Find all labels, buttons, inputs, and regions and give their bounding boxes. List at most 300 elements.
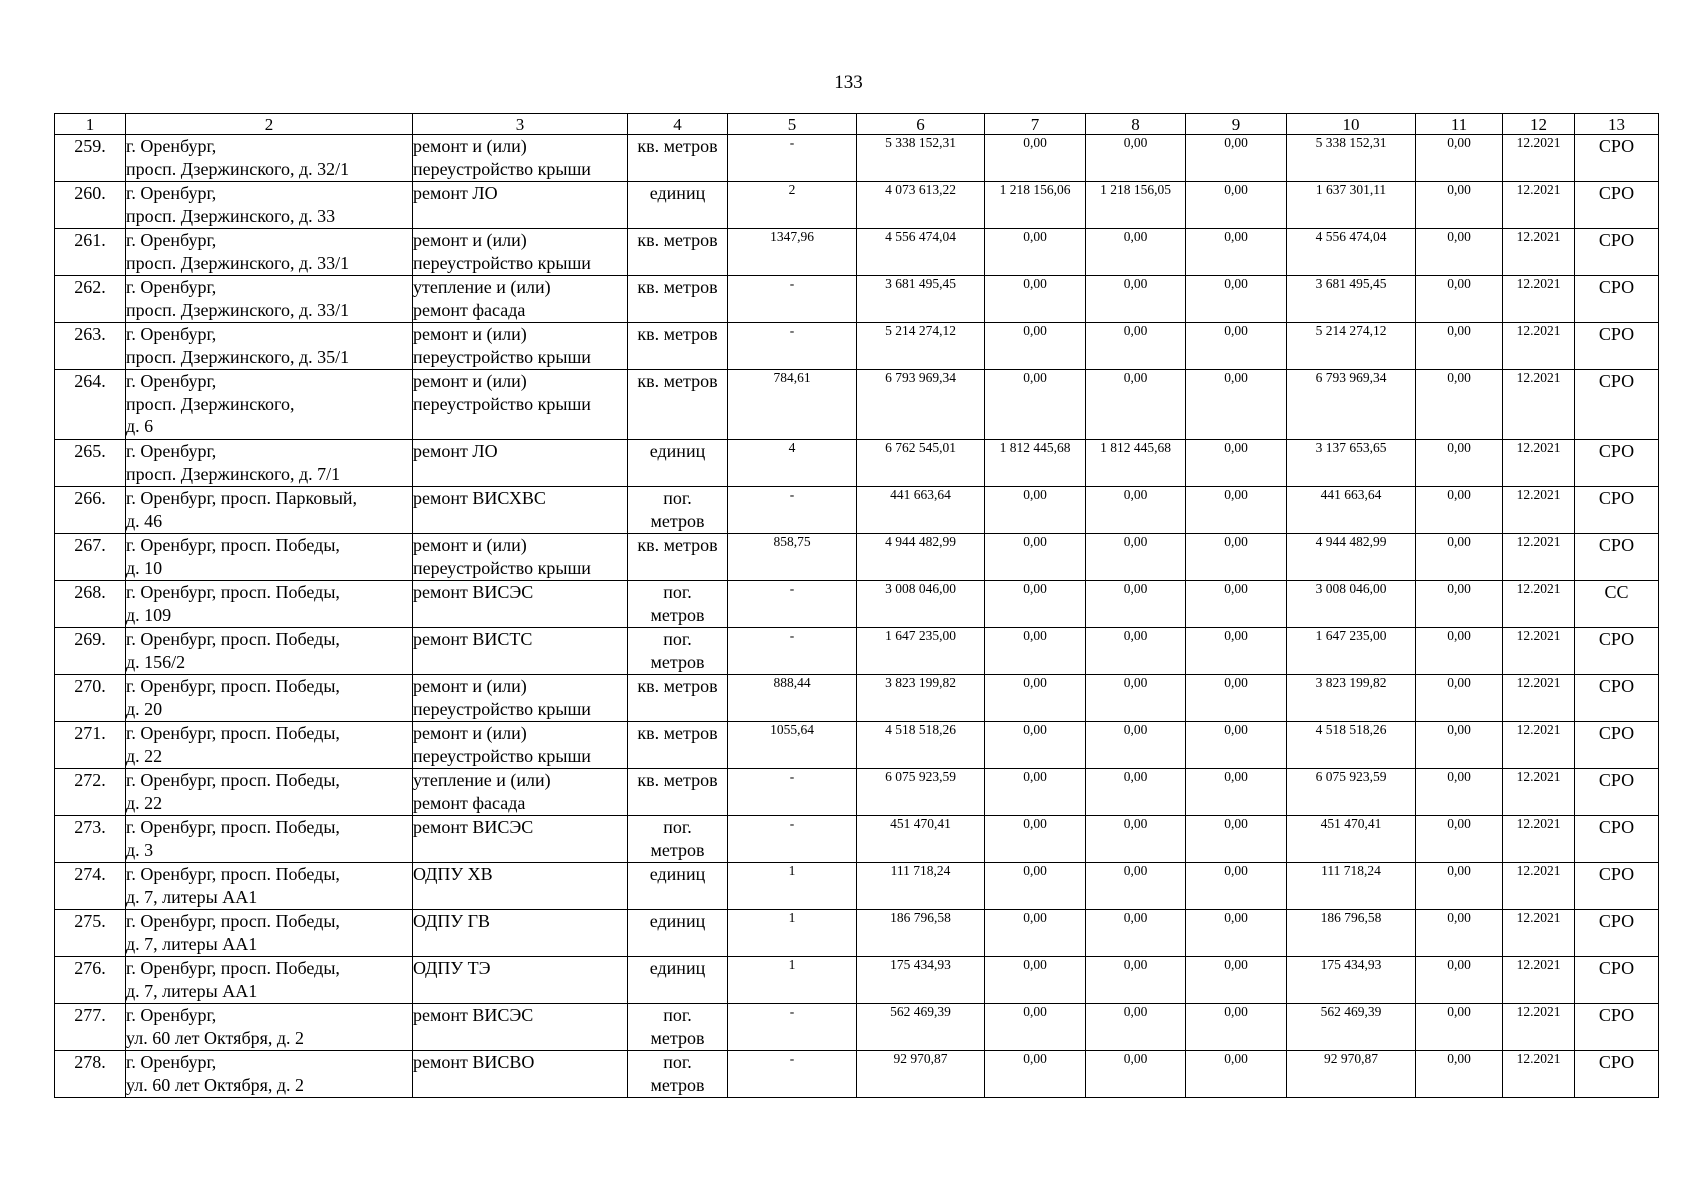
quantity-cell: 2 xyxy=(728,182,857,229)
col10-cell: 5 338 152,31 xyxy=(1287,135,1416,182)
work-type-cell-line: ОДПУ ХВ xyxy=(413,864,493,884)
completion-date-cell: 12.2021 xyxy=(1503,1051,1575,1098)
work-type-cell xyxy=(413,229,628,276)
address-cell xyxy=(126,675,413,722)
column-header-10: 10 xyxy=(1287,114,1416,135)
quantity-cell: 784,61 xyxy=(728,370,857,440)
quantity-cell: - xyxy=(728,1051,857,1098)
unit-cell-line: единиц xyxy=(649,183,706,203)
col9-cell: 0,00 xyxy=(1186,581,1287,628)
address-cell xyxy=(126,1004,413,1051)
work-type-cell-line: переустройство крыши xyxy=(413,346,591,367)
col9-cell: 0,00 xyxy=(1186,1004,1287,1051)
total-cost-cell: 451 470,41 xyxy=(857,816,985,863)
funding-source-cell: СРО xyxy=(1575,1004,1659,1051)
unit-cell-line: метров xyxy=(650,651,705,672)
work-type-cell-line: ремонт ВИСВО xyxy=(413,1052,535,1072)
col9-cell: 0,00 xyxy=(1186,534,1287,581)
col10-cell: 3 008 046,00 xyxy=(1287,581,1416,628)
col10-cell: 3 823 199,82 xyxy=(1287,675,1416,722)
col8-cell: 0,00 xyxy=(1086,957,1186,1004)
col11-cell: 0,00 xyxy=(1416,487,1503,534)
col7-cell: 1 812 445,68 xyxy=(985,440,1086,487)
work-type-cell-line: ремонт ВИСХВС xyxy=(413,488,546,508)
work-type-cell-line: ремонт и (или) xyxy=(413,535,527,555)
address-cell-line: д. 22 xyxy=(126,745,163,766)
address-cell-line: г. Оренбург, xyxy=(126,441,217,461)
completion-date-cell: 12.2021 xyxy=(1503,722,1575,769)
col7-cell: 0,00 xyxy=(985,1004,1086,1051)
address-cell-line: просп. Дзержинского, xyxy=(126,393,295,414)
quantity-cell: 1055,64 xyxy=(728,722,857,769)
col11-cell: 0,00 xyxy=(1416,276,1503,323)
unit-cell xyxy=(628,769,728,816)
col9-cell: 0,00 xyxy=(1186,628,1287,675)
unit-cell-line: кв. метров xyxy=(637,136,718,156)
funding-source-cell: СРО xyxy=(1575,910,1659,957)
table-row xyxy=(55,722,1659,769)
col10-cell: 5 214 274,12 xyxy=(1287,323,1416,370)
address-cell-line: д. 6 xyxy=(126,416,154,436)
address-cell-line: просп. Дзержинского, д. 32/1 xyxy=(126,158,350,179)
work-type-cell-line: переустройство крыши xyxy=(413,745,591,766)
col8-cell: 0,00 xyxy=(1086,276,1186,323)
address-cell-line: г. Оренбург, просп. Победы, xyxy=(126,770,340,790)
funding-source-cell: СРО xyxy=(1575,487,1659,534)
col7-cell: 0,00 xyxy=(985,135,1086,182)
address-cell-line: просп. Дзержинского, д. 33/1 xyxy=(126,299,350,320)
total-cost-cell: 441 663,64 xyxy=(857,487,985,534)
unit-cell-line: пог. xyxy=(663,629,692,649)
work-type-cell xyxy=(413,182,628,229)
table-row xyxy=(55,816,1659,863)
funding-source-cell: СРО xyxy=(1575,534,1659,581)
col8-cell: 0,00 xyxy=(1086,534,1186,581)
row-number: 275. xyxy=(55,910,126,957)
col9-cell: 0,00 xyxy=(1186,135,1287,182)
quantity-cell: - xyxy=(728,135,857,182)
col11-cell: 0,00 xyxy=(1416,863,1503,910)
work-type-cell-line: переустройство крыши xyxy=(413,158,591,179)
address-cell-line: г. Оренбург, просп. Победы, xyxy=(126,582,340,602)
unit-cell xyxy=(628,182,728,229)
address-cell-line: ул. 60 лет Октября, д. 2 xyxy=(126,1027,305,1048)
col11-cell: 0,00 xyxy=(1416,957,1503,1004)
table-row xyxy=(55,370,1659,440)
address-cell-line: д. 10 xyxy=(126,557,163,578)
address-cell xyxy=(126,323,413,370)
table-row xyxy=(55,276,1659,323)
address-cell-line: д. 7, литеры АА1 xyxy=(126,886,258,907)
quantity-cell: - xyxy=(728,628,857,675)
col8-cell: 1 218 156,05 xyxy=(1086,182,1186,229)
column-header-8: 8 xyxy=(1086,114,1186,135)
col11-cell: 0,00 xyxy=(1416,323,1503,370)
quantity-cell: - xyxy=(728,769,857,816)
work-type-cell-line: ремонт фасада xyxy=(413,792,526,813)
col7-cell: 0,00 xyxy=(985,370,1086,440)
row-number: 278. xyxy=(55,1051,126,1098)
work-type-cell xyxy=(413,863,628,910)
col10-cell: 175 434,93 xyxy=(1287,957,1416,1004)
address-cell-line: г. Оренбург, просп. Победы, xyxy=(126,629,340,649)
address-cell xyxy=(126,1051,413,1098)
funding-source-cell: СС xyxy=(1575,581,1659,628)
funding-source-cell: СРО xyxy=(1575,182,1659,229)
col11-cell: 0,00 xyxy=(1416,769,1503,816)
address-cell xyxy=(126,276,413,323)
col7-cell: 0,00 xyxy=(985,487,1086,534)
col9-cell: 0,00 xyxy=(1186,957,1287,1004)
col11-cell: 0,00 xyxy=(1416,135,1503,182)
col8-cell: 0,00 xyxy=(1086,1051,1186,1098)
col8-cell: 1 812 445,68 xyxy=(1086,440,1186,487)
col11-cell: 0,00 xyxy=(1416,910,1503,957)
unit-cell xyxy=(628,370,728,440)
work-type-cell-line: утепление и (или) xyxy=(413,770,551,790)
table-row xyxy=(55,675,1659,722)
column-header-3: 3 xyxy=(413,114,628,135)
col10-cell: 3 137 653,65 xyxy=(1287,440,1416,487)
table-row xyxy=(55,487,1659,534)
unit-cell xyxy=(628,581,728,628)
address-cell-line: г. Оренбург, просп. Победы, xyxy=(126,911,340,931)
funding-source-cell: СРО xyxy=(1575,135,1659,182)
col7-cell: 1 218 156,06 xyxy=(985,182,1086,229)
repair-schedule-table xyxy=(54,113,1659,1098)
unit-cell-line: пог. xyxy=(663,817,692,837)
col8-cell: 0,00 xyxy=(1086,1004,1186,1051)
quantity-cell: - xyxy=(728,581,857,628)
unit-cell xyxy=(628,1004,728,1051)
table-row xyxy=(55,135,1659,182)
row-number: 263. xyxy=(55,323,126,370)
unit-cell xyxy=(628,910,728,957)
funding-source-cell: СРО xyxy=(1575,628,1659,675)
work-type-cell-line: переустройство крыши xyxy=(413,698,591,719)
col9-cell: 0,00 xyxy=(1186,863,1287,910)
total-cost-cell: 175 434,93 xyxy=(857,957,985,1004)
col8-cell: 0,00 xyxy=(1086,863,1186,910)
col11-cell: 0,00 xyxy=(1416,182,1503,229)
work-type-cell xyxy=(413,323,628,370)
row-number: 259. xyxy=(55,135,126,182)
col9-cell: 0,00 xyxy=(1186,722,1287,769)
work-type-cell-line: ремонт ЛО xyxy=(413,441,498,461)
completion-date-cell: 12.2021 xyxy=(1503,910,1575,957)
unit-cell xyxy=(628,816,728,863)
col8-cell: 0,00 xyxy=(1086,675,1186,722)
col9-cell: 0,00 xyxy=(1186,487,1287,534)
col11-cell: 0,00 xyxy=(1416,1004,1503,1051)
col10-cell: 4 556 474,04 xyxy=(1287,229,1416,276)
col8-cell: 0,00 xyxy=(1086,769,1186,816)
col10-cell: 6 793 969,34 xyxy=(1287,370,1416,440)
row-number: 264. xyxy=(55,370,126,440)
work-type-cell xyxy=(413,276,628,323)
column-header-2: 2 xyxy=(126,114,413,135)
total-cost-cell: 562 469,39 xyxy=(857,1004,985,1051)
quantity-cell: 1347,96 xyxy=(728,229,857,276)
col8-cell: 0,00 xyxy=(1086,229,1186,276)
col11-cell: 0,00 xyxy=(1416,581,1503,628)
address-cell xyxy=(126,769,413,816)
total-cost-cell: 92 970,87 xyxy=(857,1051,985,1098)
address-cell xyxy=(126,910,413,957)
total-cost-cell: 111 718,24 xyxy=(857,863,985,910)
col10-cell: 6 075 923,59 xyxy=(1287,769,1416,816)
quantity-cell: 888,44 xyxy=(728,675,857,722)
completion-date-cell: 12.2021 xyxy=(1503,863,1575,910)
unit-cell xyxy=(628,487,728,534)
unit-cell-line: кв. метров xyxy=(637,230,718,250)
work-type-cell xyxy=(413,769,628,816)
unit-cell-line: кв. метров xyxy=(637,371,718,391)
address-cell-line: г. Оренбург, xyxy=(126,1052,217,1072)
column-header-11: 11 xyxy=(1416,114,1503,135)
address-cell xyxy=(126,229,413,276)
page-number: 133 xyxy=(834,72,863,93)
work-type-cell-line: ремонт ВИСЭС xyxy=(413,582,534,602)
address-cell-line: г. Оренбург, просп. Победы, xyxy=(126,723,340,743)
col9-cell: 0,00 xyxy=(1186,323,1287,370)
unit-cell xyxy=(628,323,728,370)
column-number-row xyxy=(55,114,1659,135)
address-cell-line: г. Оренбург, просп. Победы, xyxy=(126,958,340,978)
work-type-cell xyxy=(413,487,628,534)
col7-cell: 0,00 xyxy=(985,769,1086,816)
col10-cell: 186 796,58 xyxy=(1287,910,1416,957)
column-header-4: 4 xyxy=(628,114,728,135)
col10-cell: 441 663,64 xyxy=(1287,487,1416,534)
col7-cell: 0,00 xyxy=(985,534,1086,581)
table-row xyxy=(55,534,1659,581)
total-cost-cell: 4 556 474,04 xyxy=(857,229,985,276)
address-cell xyxy=(126,534,413,581)
col8-cell: 0,00 xyxy=(1086,135,1186,182)
row-number: 266. xyxy=(55,487,126,534)
col7-cell: 0,00 xyxy=(985,816,1086,863)
table-row xyxy=(55,769,1659,816)
col9-cell: 0,00 xyxy=(1186,276,1287,323)
total-cost-cell: 5 338 152,31 xyxy=(857,135,985,182)
row-number: 260. xyxy=(55,182,126,229)
unit-cell-line: метров xyxy=(650,1074,705,1095)
unit-cell-line: пог. xyxy=(663,488,692,508)
total-cost-cell: 1 647 235,00 xyxy=(857,628,985,675)
column-header-6: 6 xyxy=(857,114,985,135)
work-type-cell xyxy=(413,628,628,675)
col11-cell: 0,00 xyxy=(1416,628,1503,675)
quantity-cell: - xyxy=(728,487,857,534)
col9-cell: 0,00 xyxy=(1186,370,1287,440)
work-type-cell xyxy=(413,1004,628,1051)
completion-date-cell: 12.2021 xyxy=(1503,323,1575,370)
address-cell-line: просп. Дзержинского, д. 35/1 xyxy=(126,346,350,367)
unit-cell-line: кв. метров xyxy=(637,324,718,344)
unit-cell-line: пог. xyxy=(663,582,692,602)
work-type-cell xyxy=(413,910,628,957)
col7-cell: 0,00 xyxy=(985,910,1086,957)
total-cost-cell: 3 823 199,82 xyxy=(857,675,985,722)
table-row xyxy=(55,910,1659,957)
address-cell xyxy=(126,487,413,534)
col7-cell: 0,00 xyxy=(985,323,1086,370)
table-row xyxy=(55,1004,1659,1051)
completion-date-cell: 12.2021 xyxy=(1503,534,1575,581)
col8-cell: 0,00 xyxy=(1086,581,1186,628)
quantity-cell: - xyxy=(728,323,857,370)
completion-date-cell: 12.2021 xyxy=(1503,769,1575,816)
work-type-cell-line: ремонт и (или) xyxy=(413,676,527,696)
table-body xyxy=(55,135,1659,1098)
funding-source-cell: СРО xyxy=(1575,769,1659,816)
col8-cell: 0,00 xyxy=(1086,910,1186,957)
work-type-cell xyxy=(413,816,628,863)
col7-cell: 0,00 xyxy=(985,628,1086,675)
work-type-cell-line: ремонт и (или) xyxy=(413,324,527,344)
unit-cell-line: кв. метров xyxy=(637,676,718,696)
work-type-cell-line: переустройство крыши xyxy=(413,252,591,273)
work-type-cell xyxy=(413,440,628,487)
row-number: 267. xyxy=(55,534,126,581)
unit-cell xyxy=(628,722,728,769)
unit-cell-line: единиц xyxy=(649,864,706,884)
funding-source-cell: СРО xyxy=(1575,229,1659,276)
address-cell-line: д. 22 xyxy=(126,792,163,813)
column-header-9: 9 xyxy=(1186,114,1287,135)
quantity-cell: 1 xyxy=(728,957,857,1004)
col11-cell: 0,00 xyxy=(1416,722,1503,769)
work-type-cell-line: ОДПУ ТЭ xyxy=(413,958,491,978)
table-row xyxy=(55,323,1659,370)
funding-source-cell: СРО xyxy=(1575,957,1659,1004)
total-cost-cell: 186 796,58 xyxy=(857,910,985,957)
row-number: 265. xyxy=(55,440,126,487)
column-header-13: 13 xyxy=(1575,114,1659,135)
col7-cell: 0,00 xyxy=(985,276,1086,323)
work-type-cell-line: ремонт и (или) xyxy=(413,136,527,156)
address-cell-line: д. 20 xyxy=(126,698,163,719)
col9-cell: 0,00 xyxy=(1186,910,1287,957)
quantity-cell: 1 xyxy=(728,910,857,957)
quantity-cell: - xyxy=(728,1004,857,1051)
unit-cell-line: единиц xyxy=(649,441,706,461)
unit-cell xyxy=(628,229,728,276)
row-number: 272. xyxy=(55,769,126,816)
col9-cell: 0,00 xyxy=(1186,440,1287,487)
address-cell-line: просп. Дзержинского, д. 33 xyxy=(126,205,336,226)
table-row xyxy=(55,957,1659,1004)
table-row xyxy=(55,628,1659,675)
work-type-cell xyxy=(413,722,628,769)
address-cell-line: ул. 60 лет Октября, д. 2 xyxy=(126,1074,305,1095)
unit-cell xyxy=(628,534,728,581)
completion-date-cell: 12.2021 xyxy=(1503,229,1575,276)
unit-cell-line: кв. метров xyxy=(637,770,718,790)
address-cell-line: просп. Дзержинского, д. 33/1 xyxy=(126,252,350,273)
work-type-cell-line: переустройство крыши xyxy=(413,557,591,578)
address-cell-line: д. 109 xyxy=(126,604,172,625)
completion-date-cell: 12.2021 xyxy=(1503,440,1575,487)
unit-cell-line: метров xyxy=(650,839,705,860)
address-cell-line: д. 156/2 xyxy=(126,651,186,672)
work-type-cell-line: утепление и (или) xyxy=(413,277,551,297)
col10-cell: 4 518 518,26 xyxy=(1287,722,1416,769)
row-number: 271. xyxy=(55,722,126,769)
funding-source-cell: СРО xyxy=(1575,816,1659,863)
address-cell xyxy=(126,863,413,910)
address-cell-line: г. Оренбург, xyxy=(126,230,217,250)
col9-cell: 0,00 xyxy=(1186,229,1287,276)
col7-cell: 0,00 xyxy=(985,722,1086,769)
unit-cell-line: кв. метров xyxy=(637,277,718,297)
address-cell xyxy=(126,816,413,863)
address-cell-line: г. Оренбург, просп. Победы, xyxy=(126,817,340,837)
quantity-cell: 4 xyxy=(728,440,857,487)
address-cell xyxy=(126,135,413,182)
row-number: 270. xyxy=(55,675,126,722)
funding-source-cell: СРО xyxy=(1575,1051,1659,1098)
work-type-cell-line: ремонт ВИСТС xyxy=(413,629,533,649)
col8-cell: 0,00 xyxy=(1086,370,1186,440)
unit-cell xyxy=(628,276,728,323)
row-number: 261. xyxy=(55,229,126,276)
column-header-7: 7 xyxy=(985,114,1086,135)
address-cell-line: г. Оренбург, xyxy=(126,183,217,203)
row-number: 276. xyxy=(55,957,126,1004)
col9-cell: 0,00 xyxy=(1186,1051,1287,1098)
row-number: 274. xyxy=(55,863,126,910)
row-number: 262. xyxy=(55,276,126,323)
col8-cell: 0,00 xyxy=(1086,323,1186,370)
address-cell xyxy=(126,722,413,769)
col11-cell: 0,00 xyxy=(1416,816,1503,863)
col8-cell: 0,00 xyxy=(1086,722,1186,769)
address-cell-line: г. Оренбург, xyxy=(126,324,217,344)
address-cell xyxy=(126,581,413,628)
address-cell xyxy=(126,628,413,675)
col10-cell: 1 647 235,00 xyxy=(1287,628,1416,675)
col7-cell: 0,00 xyxy=(985,229,1086,276)
quantity-cell: 858,75 xyxy=(728,534,857,581)
row-number: 268. xyxy=(55,581,126,628)
funding-source-cell: СРО xyxy=(1575,863,1659,910)
quantity-cell: 1 xyxy=(728,863,857,910)
col7-cell: 0,00 xyxy=(985,957,1086,1004)
total-cost-cell: 6 793 969,34 xyxy=(857,370,985,440)
address-cell-line: д. 7, литеры АА1 xyxy=(126,980,258,1001)
unit-cell xyxy=(628,863,728,910)
completion-date-cell: 12.2021 xyxy=(1503,628,1575,675)
completion-date-cell: 12.2021 xyxy=(1503,276,1575,323)
address-cell-line: г. Оренбург, просп. Парковый, xyxy=(126,488,358,508)
address-cell xyxy=(126,370,413,440)
work-type-cell xyxy=(413,581,628,628)
unit-cell-line: кв. метров xyxy=(637,535,718,555)
column-header-5: 5 xyxy=(728,114,857,135)
completion-date-cell: 12.2021 xyxy=(1503,182,1575,229)
work-type-cell xyxy=(413,370,628,440)
col11-cell: 0,00 xyxy=(1416,440,1503,487)
funding-source-cell: СРО xyxy=(1575,370,1659,440)
col10-cell: 92 970,87 xyxy=(1287,1051,1416,1098)
col10-cell: 3 681 495,45 xyxy=(1287,276,1416,323)
address-cell-line: г. Оренбург, просп. Победы, xyxy=(126,676,340,696)
address-cell-line: д. 3 xyxy=(126,839,154,860)
total-cost-cell: 4 518 518,26 xyxy=(857,722,985,769)
unit-cell-line: пог. xyxy=(663,1052,692,1072)
